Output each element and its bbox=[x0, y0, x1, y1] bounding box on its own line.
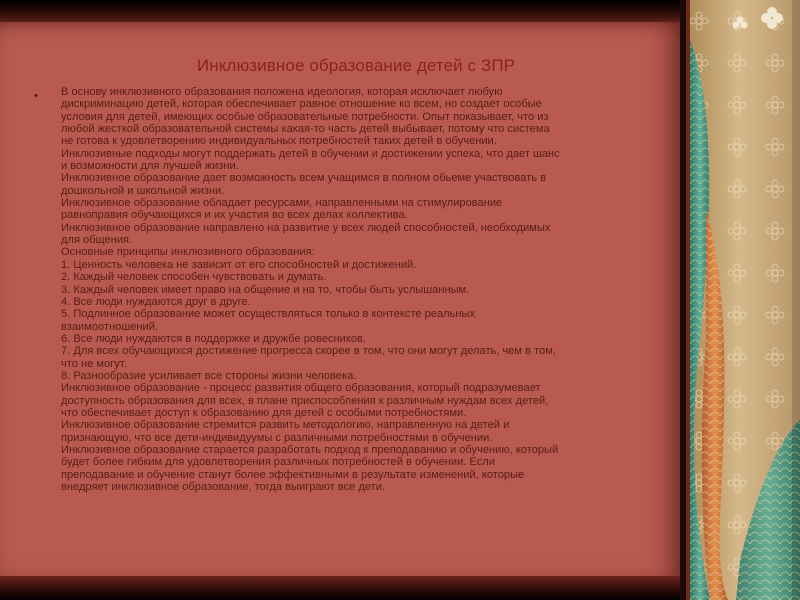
decorative-side-panel bbox=[680, 0, 800, 600]
slide-title: Инклюзивное образование детей с ЗПР bbox=[196, 56, 516, 75]
ornament-graphic bbox=[680, 0, 800, 600]
bullet-marker: • bbox=[34, 90, 38, 102]
bottom-frame-bar bbox=[0, 576, 680, 600]
top-frame-bar bbox=[0, 0, 680, 22]
slide-body-text: В основу инклюзивного образования положена идеология, которая исключает любую дискриминацию детей, которая обеспечивает равное отношение ко всем, но создает особые условия для детей, имеющих особые образовательные потребности. Опыт показывает, что из любой жесткой образовательной системы какая-то часть детей выбывает, потому что система не готова к удовлетворению индивидуальных потребностей таких детей в обучении. Инклюзивные подходы могут поддержать детей в обучении и достижении успеха, что дает шанс и возможности для лучшей жизни. Инклюзивное образование дает возможность всем учащимся в полном обьеме участвовать в дошкольной и школьной жизни. Инклюзивное образование обладает ресурсами, направленными на стимулирование равноправия обучающихся и их участия во всех делах коллектива. Инклюзивное образование направлено на развитие у всех людей способностей, необходимых для общения. Основные принципы инклюзивного образования: 1. Ценность человека не зависит от его способностей и достижений. 2. Каждый человек способен чувствовать и думать. 3. Каждый человек имеет право на общение и на то, чтобы быть услышанным. 4. Все люди нуждаются друг в друге. 5. Подлинное образование может осуществляться только в контексте реальных взаимоотношений. 6. Все люди нуждаются в поддержке и дружбе ровесников. 7. Для всех обучающихся достижение прогресса скорее в том, что они могут делать, чем в том, что не могут. 8. Разнообразие усиливает все стороны жизни человека. Инклюзивное образование - процесс развития общего образования, который подразумевает доступность образования для всех, в плане приспособления к различным нуждам всех детей, что обеспечивает доступ к образованию для детей с особыми потребностями. Инклюзивное образование стремится развить методологию, направленную на детей и признающую, что все дети-индивидуумы с различными потребностями в обучении. Инклюзивное образование старается разработать подход к преподаванию и обучению, который будет более гибким для удовлетворения различных потребностей в обучении. Если преподавание и обучение станут более эффективными в результате изменений, которые внедряет инклюзивное образование, тогда выиграют все дети. bbox=[61, 86, 560, 493]
